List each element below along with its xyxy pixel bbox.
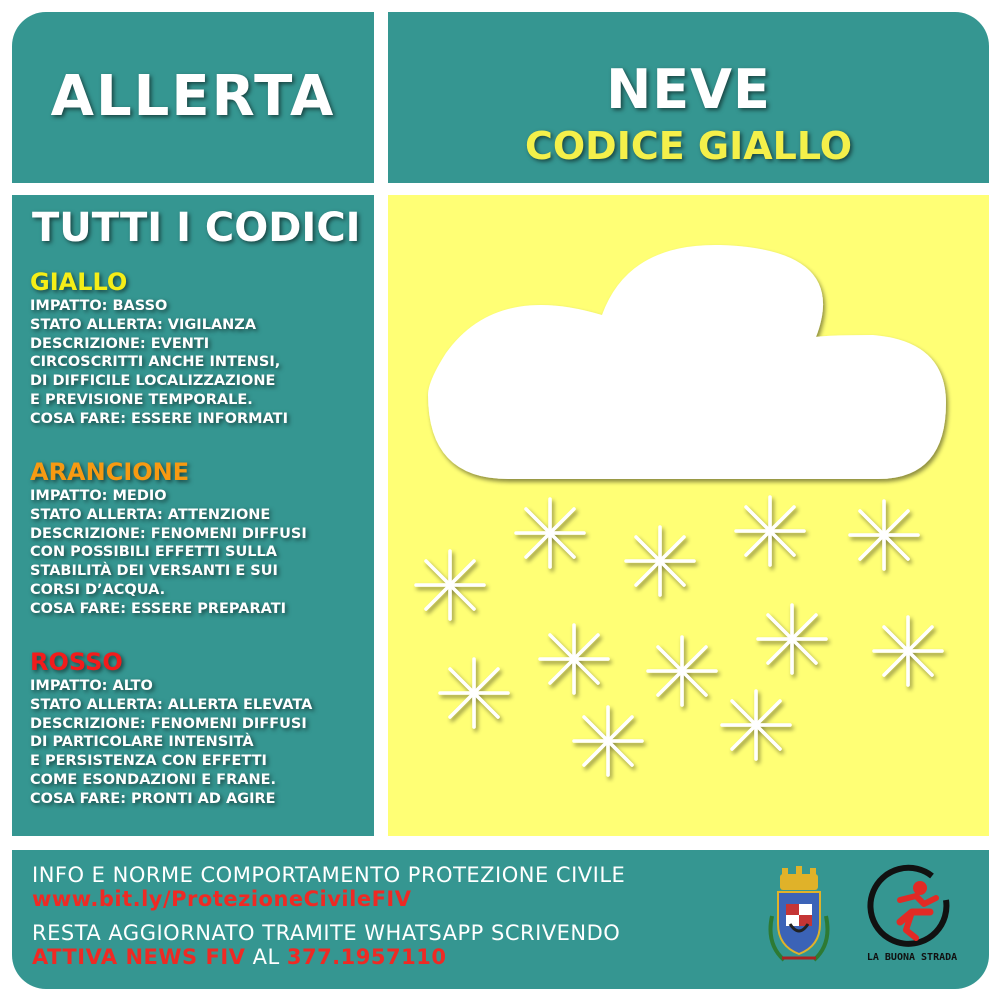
- snowflake-icon: [874, 617, 942, 685]
- neve-title: NEVE: [606, 58, 771, 121]
- footer-link[interactable]: www.bit.ly/ProtezioneCivileFIV: [32, 887, 412, 911]
- snowflake-icon: [648, 637, 716, 705]
- footer-info-text: INFO E NORME COMPORTAMENTO PROTEZIONE CIVILE: [32, 863, 626, 887]
- code-giallo-line: STATO ALLERTA: VIGILANZA: [30, 316, 257, 333]
- cloud-icon: [428, 245, 946, 479]
- code-giallo-heading: GIALLO: [30, 268, 128, 296]
- whatsapp-al: AL: [252, 945, 280, 969]
- code-rosso-line: COSA FARE: PRONTI AD AGIRE: [30, 790, 276, 807]
- footer-panel: [12, 850, 989, 989]
- allerta-header-panel: [12, 12, 374, 183]
- snow-illustration: [388, 195, 989, 836]
- code-rosso-line: STATO ALLERTA: ALLERTA ELEVATA: [30, 696, 313, 713]
- code-giallo-block: [30, 267, 288, 429]
- whatsapp-phone[interactable]: 377.1957110: [286, 945, 447, 969]
- code-arancione-line: STATO ALLERTA: ATTENZIONE: [30, 506, 271, 523]
- code-arancione-line: IMPATTO: MEDIO: [30, 488, 167, 504]
- snowflake-icon: [416, 551, 484, 619]
- snowflake-icon: [850, 501, 918, 569]
- snowflake-icon: [626, 527, 694, 595]
- code-giallo-line: DESCRIZIONE: EVENTI: [30, 335, 210, 352]
- code-rosso-block: [30, 647, 312, 809]
- codes-title: TUTTI I CODICI: [32, 205, 361, 251]
- code-rosso-line: IMPATTO: ALTO: [30, 678, 153, 694]
- neve-header-panel: [388, 12, 989, 183]
- snowflake-icon: [758, 605, 826, 673]
- snowflake-icon: [722, 691, 790, 759]
- code-arancione-line: COSA FARE: ESSERE PREPARATI: [30, 600, 286, 617]
- allerta-title: ALLERTA: [50, 64, 336, 129]
- snowflake-icon: [516, 499, 584, 567]
- code-giallo-line: COSA FARE: ESSERE INFORMATI: [30, 410, 288, 427]
- snowflakes-group: [416, 497, 942, 775]
- footer-whatsapp-text: RESTA AGGIORNATO TRAMITE WHATSAPP SCRIVENDO: [32, 921, 621, 945]
- coat-of-arms-icon: [764, 864, 834, 974]
- code-giallo-line: IMPATTO: BASSO: [30, 298, 168, 314]
- snowflake-icon: [574, 707, 642, 775]
- code-giallo-line: DI DIFFICILE LOCALIZZAZIONE: [30, 373, 276, 390]
- code-arancione-line: DESCRIZIONE: FENOMENI DIFFUSI: [30, 525, 307, 542]
- footer-whatsapp-instruction: [32, 944, 446, 970]
- snowflake-icon: [440, 659, 508, 727]
- code-giallo-line: E PREVISIONE TEMPORALE.: [30, 391, 253, 408]
- code-arancione-line: CON POSSIBILI EFFETTI SULLA: [30, 544, 277, 561]
- code-arancione-heading: ARANCIONE: [30, 458, 190, 486]
- whatsapp-keyword: ATTIVA NEWS FIV: [32, 945, 246, 969]
- code-rosso-line: DESCRIZIONE: FENOMENI DIFFUSI: [30, 715, 307, 732]
- codes-panel: [12, 195, 374, 836]
- codice-giallo-subtitle: CODICE GIALLO: [524, 124, 853, 168]
- code-arancione-block: [30, 457, 307, 619]
- code-rosso-line: COME ESONDAZIONI E FRANE.: [30, 771, 277, 788]
- code-arancione-line: CORSI D’ACQUA.: [30, 581, 166, 598]
- code-giallo-line: CIRCOSCRITTI ANCHE INTENSI,: [30, 354, 281, 371]
- snowflake-icon: [736, 497, 804, 565]
- snowflake-icon: [540, 625, 608, 693]
- weather-illustration-panel: [388, 195, 989, 836]
- code-arancione-line: STABILITÀ DEI VERSANTI E SUI: [30, 563, 278, 580]
- code-rosso-heading: ROSSO: [30, 648, 123, 676]
- logo-caption: LA BUONA STRADA: [866, 952, 958, 963]
- code-rosso-line: DI PARTICOLARE INTENSITÀ: [30, 734, 254, 751]
- code-rosso-line: E PERSISTENZA CON EFFETTI: [30, 753, 267, 770]
- runner-logo-icon: [860, 864, 964, 952]
